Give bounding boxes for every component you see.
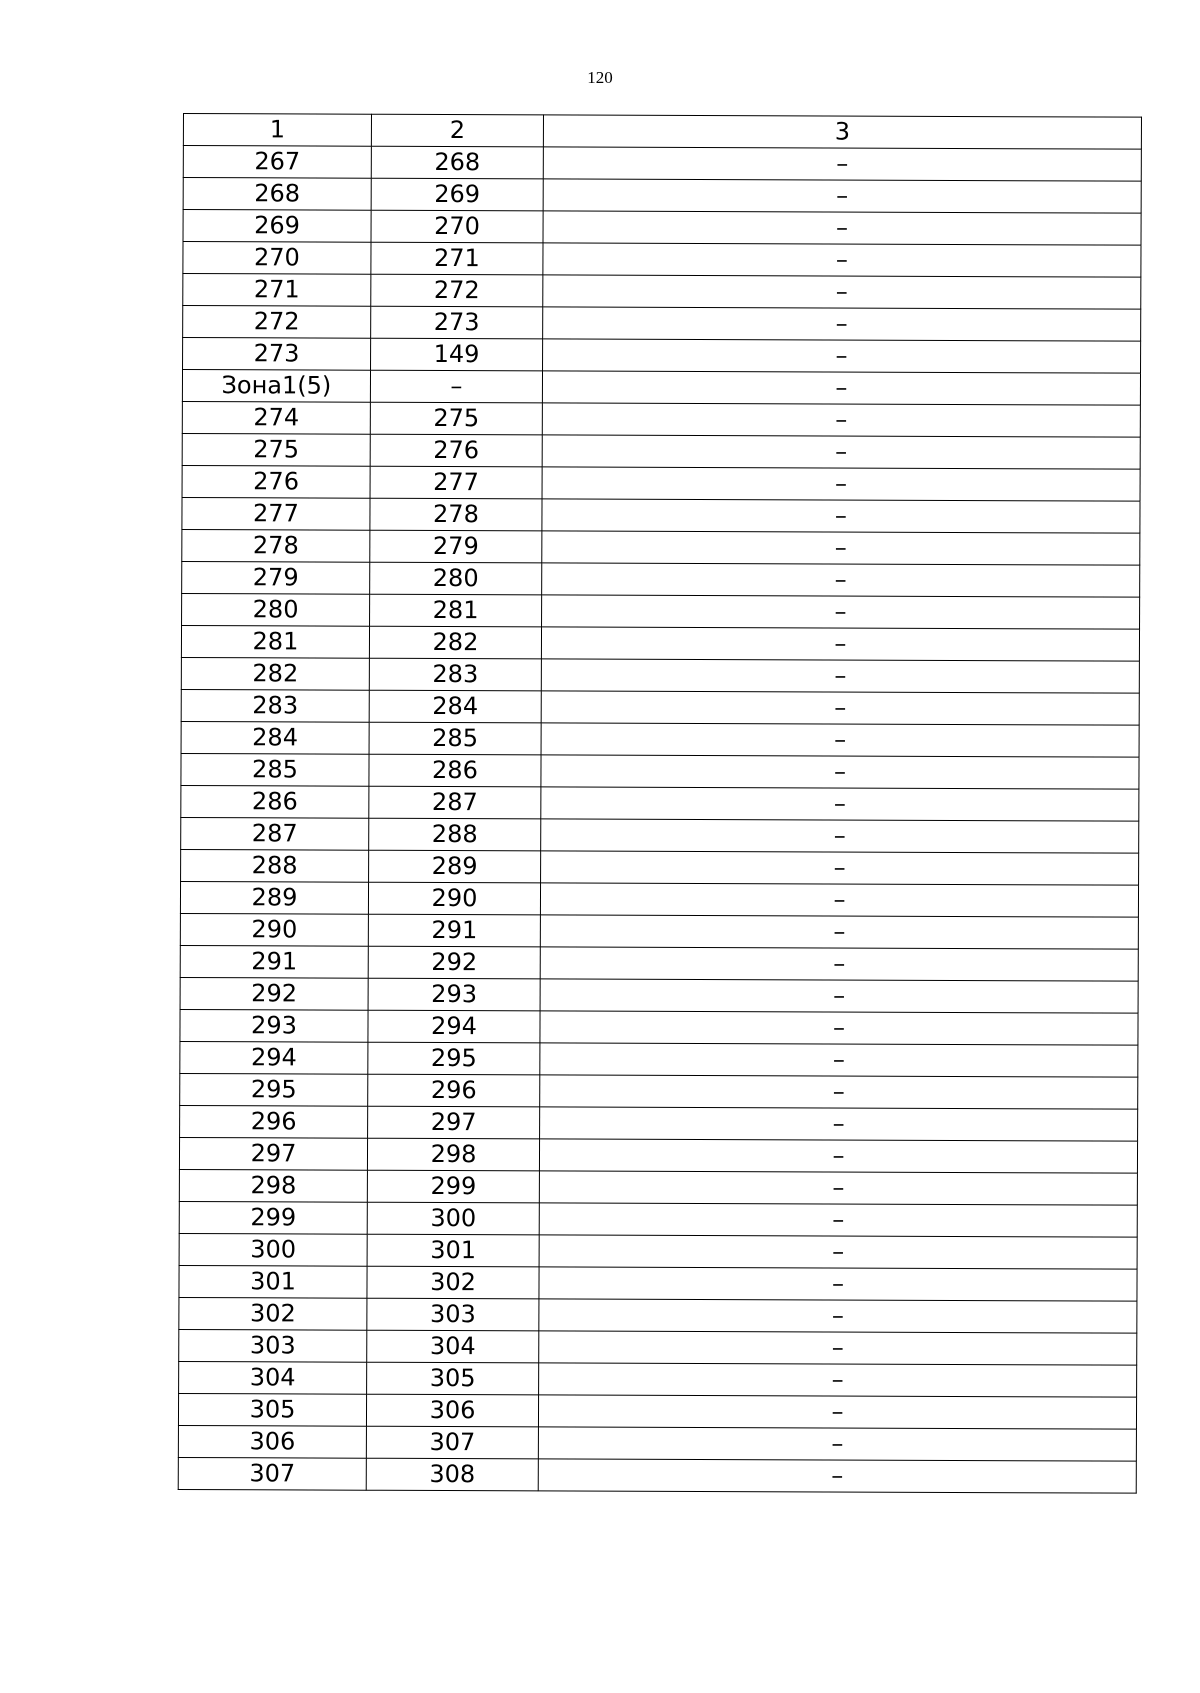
table-row bbox=[183, 242, 1141, 278]
table-cell-col-2: 293 bbox=[368, 978, 540, 1011]
table-cell-col-1: 267 bbox=[183, 146, 371, 179]
table-row bbox=[182, 433, 1140, 469]
table-row bbox=[181, 817, 1139, 853]
table-body bbox=[178, 114, 1141, 1494]
table-cell-col-2: 270 bbox=[371, 210, 543, 243]
table-cell-col-1: 280 bbox=[182, 593, 370, 626]
table-cell-col-2: 287 bbox=[369, 786, 541, 819]
table-row bbox=[182, 370, 1140, 406]
table-cell-col-3: – bbox=[539, 1235, 1137, 1269]
table-cell-col-3: – bbox=[541, 787, 1139, 821]
table-cell-col-3: – bbox=[541, 627, 1139, 661]
table-cell-col-3: – bbox=[543, 339, 1141, 373]
table-cell-col-2: 281 bbox=[370, 594, 542, 627]
table-row bbox=[183, 146, 1141, 182]
table-cell-col-2: 296 bbox=[368, 1074, 540, 1107]
table-cell-col-1: 273 bbox=[183, 338, 371, 371]
table-cell-col-1: 294 bbox=[180, 1041, 368, 1074]
table-cell-col-2: 297 bbox=[368, 1106, 540, 1139]
table-row bbox=[182, 561, 1140, 597]
table-cell-col-2: 295 bbox=[368, 1042, 540, 1075]
table-cell-col-2: 306 bbox=[366, 1394, 538, 1427]
table-cell-col-2: 292 bbox=[368, 946, 540, 979]
table-cell-col-1: 288 bbox=[181, 849, 369, 882]
table-cell-col-1: 292 bbox=[180, 977, 368, 1010]
table-cell-col-3: – bbox=[540, 1075, 1138, 1109]
table-cell-col-3: – bbox=[538, 1459, 1136, 1493]
table-row bbox=[183, 338, 1141, 374]
table-cell-col-2: 279 bbox=[370, 530, 542, 563]
table-cell-col-2: 282 bbox=[369, 626, 541, 659]
table-cell-col-3: – bbox=[539, 1267, 1137, 1301]
table-cell-col-3: – bbox=[543, 179, 1141, 213]
table-cell-col-3: – bbox=[539, 1139, 1137, 1173]
table-row bbox=[179, 1233, 1137, 1269]
table-cell-col-1: 272 bbox=[183, 306, 371, 339]
table-cell-col-2: – bbox=[370, 370, 542, 403]
table-row bbox=[182, 593, 1140, 629]
table-cell-col-3: – bbox=[539, 1171, 1137, 1205]
table-row bbox=[179, 1201, 1137, 1237]
table-cell-col-3: – bbox=[540, 1107, 1138, 1141]
table-cell-col-3: – bbox=[541, 659, 1139, 693]
table-cell-col-3: – bbox=[542, 467, 1140, 501]
table-row bbox=[181, 753, 1139, 789]
table-cell-col-1: 285 bbox=[181, 753, 369, 786]
table-cell-col-3: – bbox=[540, 883, 1138, 917]
table-cell-col-2: 278 bbox=[370, 498, 542, 531]
table-cell-col-3: – bbox=[541, 723, 1139, 757]
table-cell-col-3: – bbox=[543, 147, 1141, 181]
table-row bbox=[180, 1105, 1138, 1141]
table-cell-col-3: – bbox=[542, 531, 1140, 565]
table-row bbox=[181, 721, 1139, 757]
table-cell-col-2: 277 bbox=[370, 466, 542, 499]
column-header-3: 3 bbox=[543, 115, 1141, 149]
table-cell-col-3: – bbox=[543, 243, 1141, 277]
table-cell-col-1: 302 bbox=[179, 1297, 367, 1330]
table-row bbox=[182, 465, 1140, 501]
table-row bbox=[180, 913, 1138, 949]
table-cell-col-1: 274 bbox=[182, 401, 370, 434]
table-cell-col-2: 301 bbox=[367, 1234, 539, 1267]
table-row bbox=[180, 1073, 1138, 1109]
page-number: 120 bbox=[587, 68, 613, 87]
table-row bbox=[179, 1169, 1137, 1205]
table-cell-col-1: 290 bbox=[180, 913, 368, 946]
table-cell-col-1: 270 bbox=[183, 242, 371, 275]
table-cell-col-3: – bbox=[540, 915, 1138, 949]
table-cell-col-2: 302 bbox=[367, 1266, 539, 1299]
table-row bbox=[180, 1041, 1138, 1077]
table-cell-col-2: 149 bbox=[371, 338, 543, 371]
table-cell-col-1: 269 bbox=[183, 210, 371, 243]
table-row bbox=[183, 210, 1141, 246]
table-cell-col-2: 300 bbox=[367, 1202, 539, 1235]
table-row bbox=[178, 1393, 1136, 1429]
table-cell-col-1: 296 bbox=[180, 1105, 368, 1138]
table-cell-col-3: – bbox=[540, 1043, 1138, 1077]
table-row bbox=[182, 401, 1140, 437]
table-cell-col-3: – bbox=[540, 947, 1138, 981]
table-row bbox=[183, 306, 1141, 342]
table-cell-col-1: 276 bbox=[182, 465, 370, 498]
table-cell-col-1: 287 bbox=[181, 817, 369, 850]
table-cell-col-1: 281 bbox=[181, 625, 369, 658]
table-cell-col-2: 283 bbox=[369, 658, 541, 691]
table-cell-col-3: – bbox=[542, 595, 1140, 629]
table-cell-col-3: – bbox=[542, 563, 1140, 597]
table-row bbox=[181, 657, 1139, 693]
table-row bbox=[181, 849, 1139, 885]
table-cell-col-3: – bbox=[542, 403, 1140, 437]
table-cell-col-1: 277 bbox=[182, 497, 370, 530]
table-cell-col-2: 294 bbox=[368, 1010, 540, 1043]
table-cell-col-1: 275 bbox=[182, 433, 370, 466]
table-row bbox=[180, 977, 1138, 1013]
table-cell-col-2: 284 bbox=[369, 690, 541, 723]
table-row bbox=[178, 1425, 1136, 1461]
table-cell-col-1: Зона1(5) bbox=[182, 370, 370, 403]
table-cell-col-3: – bbox=[543, 275, 1141, 309]
table-row bbox=[179, 1265, 1137, 1301]
table-row bbox=[179, 1297, 1137, 1333]
table-row bbox=[182, 529, 1140, 565]
table-cell-col-3: – bbox=[538, 1395, 1136, 1429]
table-cell-col-1: 289 bbox=[180, 881, 368, 914]
table-row bbox=[178, 1457, 1136, 1493]
table-cell-col-1: 299 bbox=[179, 1201, 367, 1234]
table-cell-col-1: 279 bbox=[182, 561, 370, 594]
table-row bbox=[180, 881, 1138, 917]
table-cell-col-1: 303 bbox=[179, 1329, 367, 1362]
table-row bbox=[179, 1137, 1137, 1173]
table-cell-col-3: – bbox=[543, 211, 1141, 245]
table-cell-col-1: 304 bbox=[179, 1361, 367, 1394]
table-cell-col-3: – bbox=[541, 819, 1139, 853]
table-cell-col-2: 304 bbox=[367, 1330, 539, 1363]
column-header-1: 1 bbox=[183, 114, 371, 147]
table-cell-col-2: 268 bbox=[371, 146, 543, 179]
table-cell-col-2: 299 bbox=[367, 1170, 539, 1203]
table-row bbox=[181, 625, 1139, 661]
table-cell-col-1: 271 bbox=[183, 274, 371, 307]
table-cell-col-3: – bbox=[539, 1299, 1137, 1333]
table-cell-col-1: 293 bbox=[180, 1009, 368, 1042]
table-cell-col-1: 307 bbox=[178, 1457, 366, 1490]
table-cell-col-2: 275 bbox=[370, 402, 542, 435]
table-row bbox=[183, 178, 1141, 214]
table-cell-col-2: 308 bbox=[366, 1458, 538, 1491]
table-cell-col-2: 305 bbox=[367, 1362, 539, 1395]
table-cell-col-3: – bbox=[540, 1011, 1138, 1045]
table-cell-col-1: 284 bbox=[181, 721, 369, 754]
table-cell-col-1: 282 bbox=[181, 657, 369, 690]
table-cell-col-2: 272 bbox=[371, 274, 543, 307]
table-cell-col-3: – bbox=[542, 435, 1140, 469]
table-cell-col-3: – bbox=[538, 1427, 1136, 1461]
table-cell-col-3: – bbox=[543, 307, 1141, 341]
table-cell-col-2: 289 bbox=[369, 850, 541, 883]
table-cell-col-2: 273 bbox=[371, 306, 543, 339]
table-cell-col-3: – bbox=[541, 691, 1139, 725]
table-cell-col-2: 286 bbox=[369, 754, 541, 787]
table-cell-col-1: 278 bbox=[182, 529, 370, 562]
table-row bbox=[180, 1009, 1138, 1045]
table-cell-col-2: 271 bbox=[371, 242, 543, 275]
table-cell-col-1: 306 bbox=[178, 1425, 366, 1458]
table-cell-col-1: 301 bbox=[179, 1265, 367, 1298]
table-row bbox=[179, 1329, 1137, 1365]
table-cell-col-2: 298 bbox=[367, 1138, 539, 1171]
table-cell-col-1: 295 bbox=[180, 1073, 368, 1106]
table-cell-col-2: 291 bbox=[368, 914, 540, 947]
table-cell-col-3: – bbox=[539, 1203, 1137, 1237]
table-header-row bbox=[183, 114, 1141, 150]
column-header-2: 2 bbox=[371, 114, 543, 147]
table-cell-col-2: 307 bbox=[366, 1426, 538, 1459]
table-cell-col-1: 268 bbox=[183, 178, 371, 211]
table-cell-col-1: 300 bbox=[179, 1233, 367, 1266]
table-cell-col-2: 290 bbox=[368, 882, 540, 915]
table-cell-col-1: 297 bbox=[179, 1137, 367, 1170]
table-cell-col-3: – bbox=[542, 371, 1140, 405]
table-cell-col-1: 286 bbox=[181, 785, 369, 818]
table-cell-col-3: – bbox=[542, 499, 1140, 533]
table-cell-col-2: 280 bbox=[370, 562, 542, 595]
table-cell-col-1: 298 bbox=[179, 1169, 367, 1202]
table-row bbox=[180, 945, 1138, 981]
table-row bbox=[183, 274, 1141, 310]
data-table bbox=[178, 113, 1142, 1494]
table-cell-col-3: – bbox=[540, 979, 1138, 1013]
table-cell-col-2: 288 bbox=[369, 818, 541, 851]
table-cell-col-2: 269 bbox=[371, 178, 543, 211]
table-cell-col-3: – bbox=[539, 1363, 1137, 1397]
table-cell-col-1: 291 bbox=[180, 945, 368, 978]
table-cell-col-3: – bbox=[541, 851, 1139, 885]
table-cell-col-1: 305 bbox=[178, 1393, 366, 1426]
table-cell-col-2: 276 bbox=[370, 434, 542, 467]
table-cell-col-3: – bbox=[541, 755, 1139, 789]
table-row bbox=[181, 689, 1139, 725]
table-row bbox=[182, 497, 1140, 533]
table-cell-col-1: 283 bbox=[181, 689, 369, 722]
table-cell-col-2: 303 bbox=[367, 1298, 539, 1331]
table-cell-col-2: 285 bbox=[369, 722, 541, 755]
table-row bbox=[179, 1361, 1137, 1397]
table-row bbox=[181, 785, 1139, 821]
table-cell-col-3: – bbox=[539, 1331, 1137, 1365]
